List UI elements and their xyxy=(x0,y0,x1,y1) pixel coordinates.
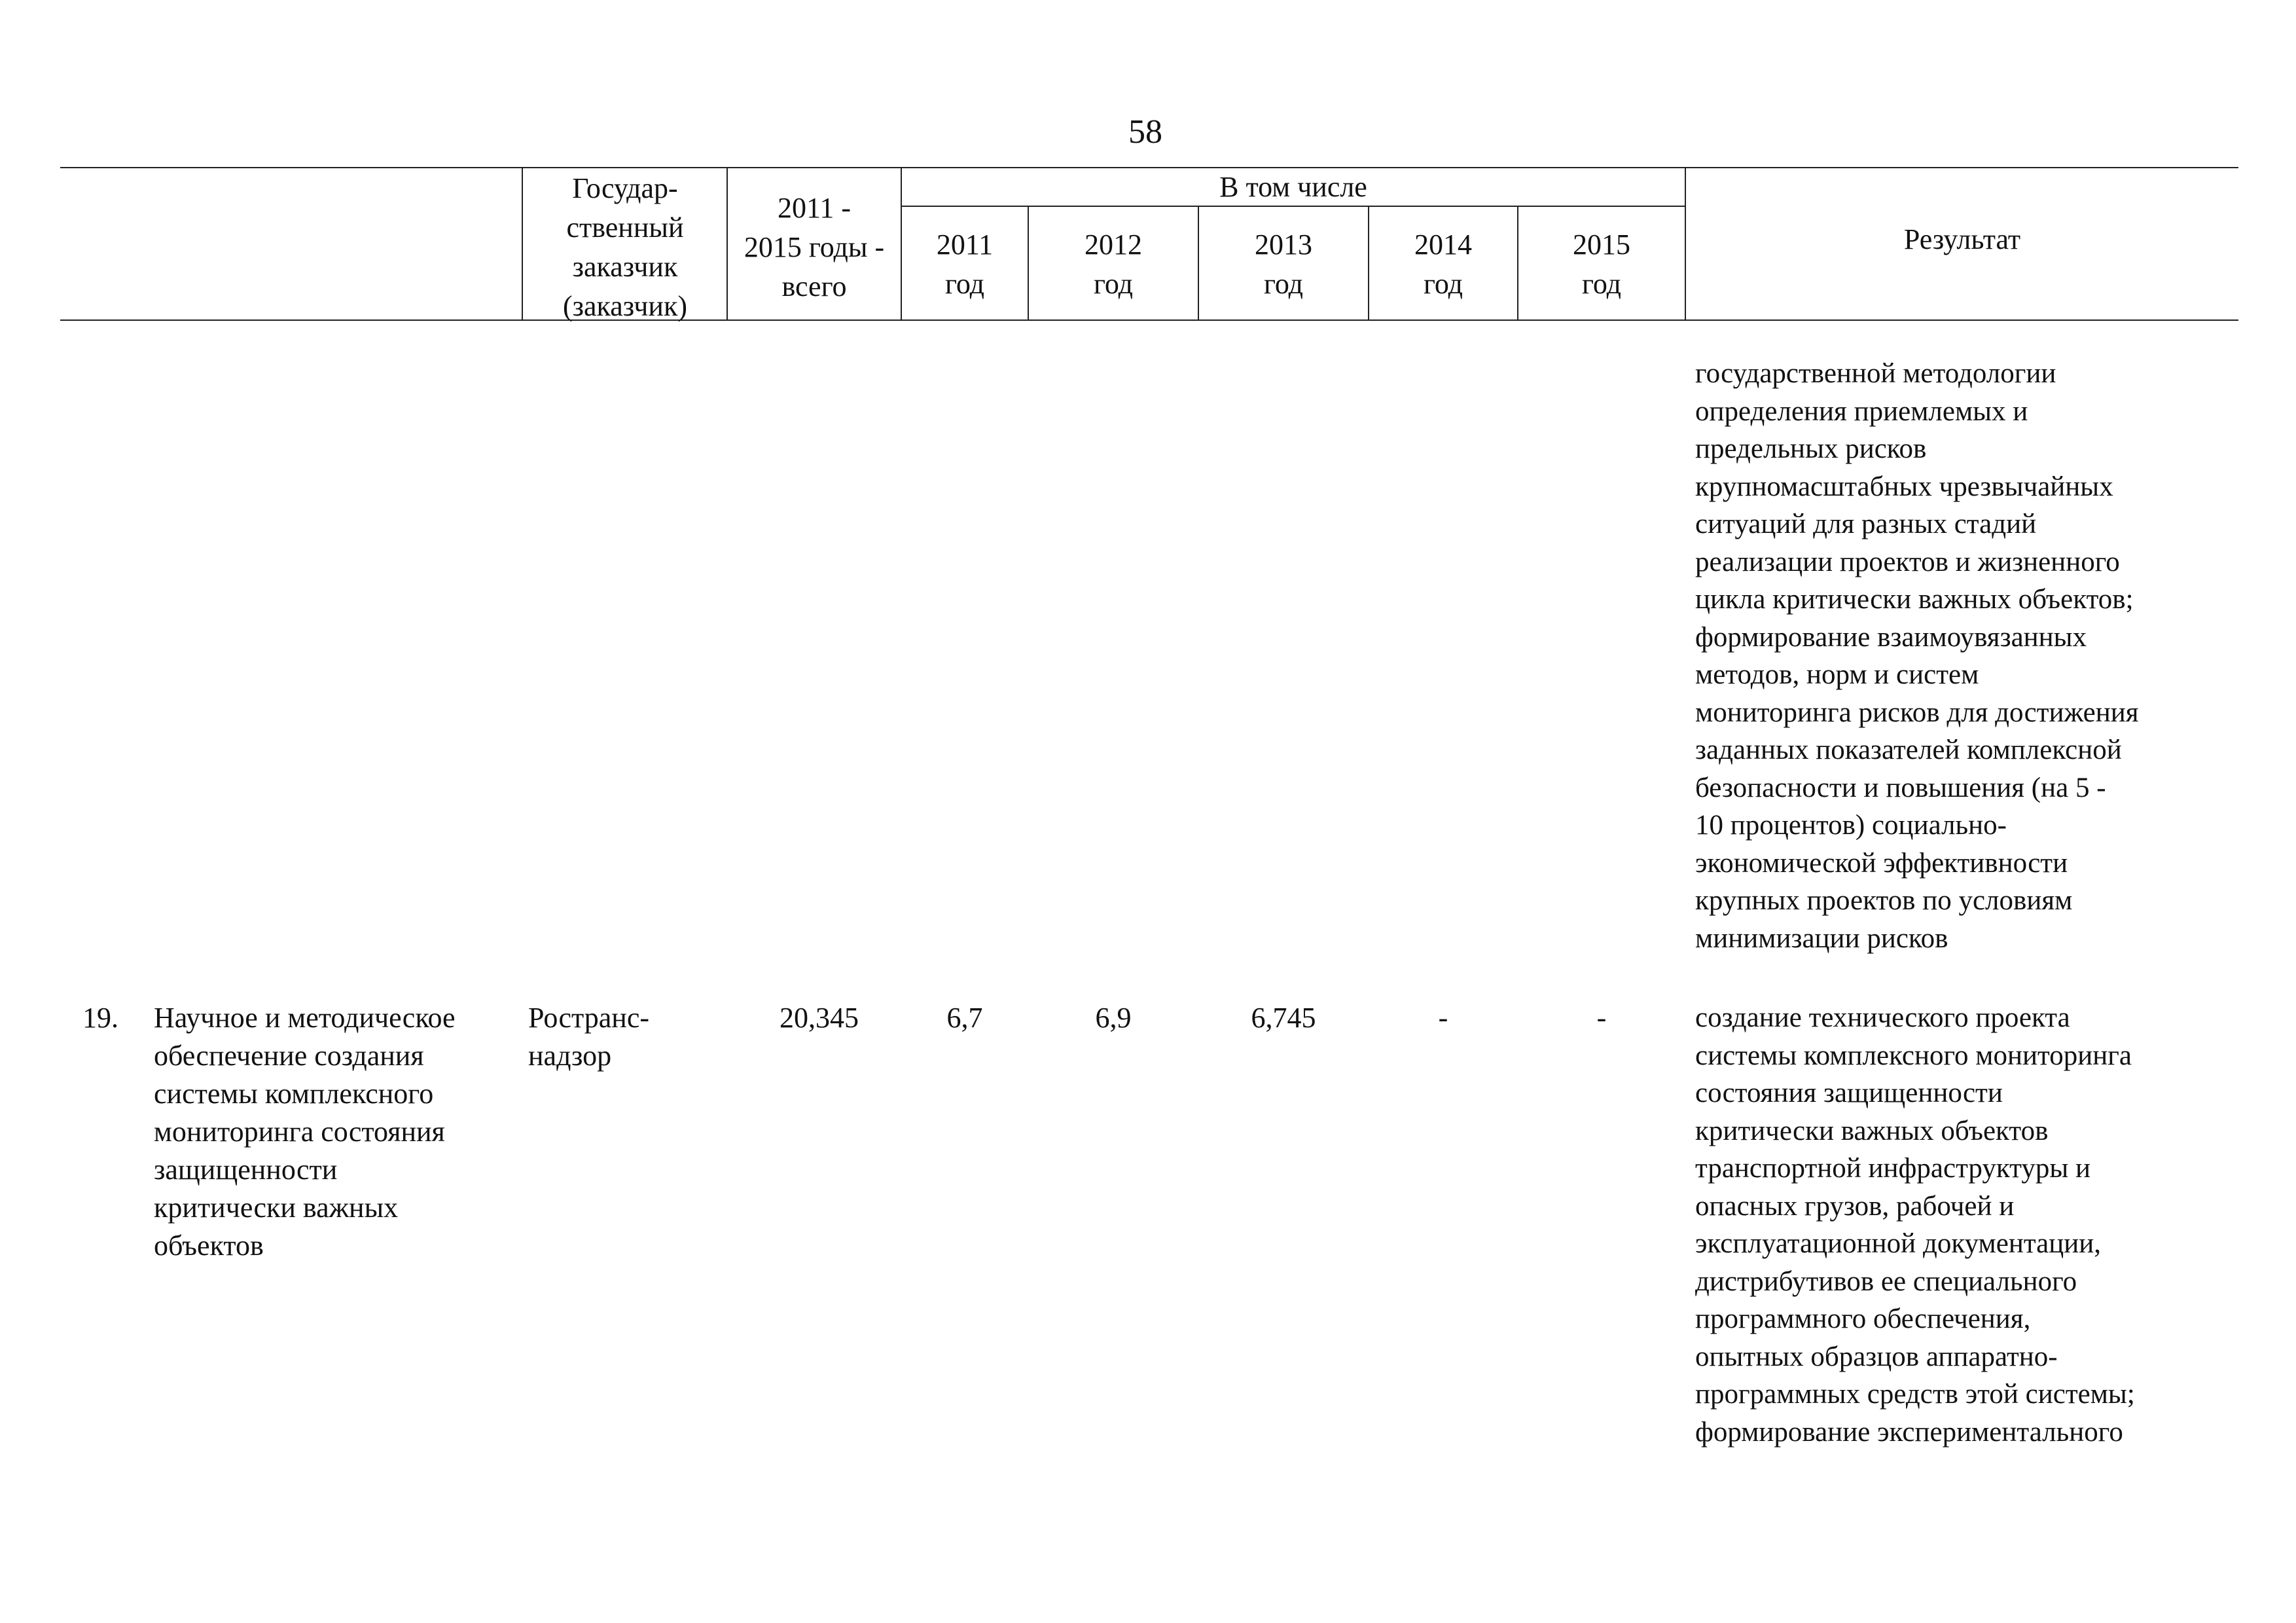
header-including: В том числе xyxy=(1219,171,1367,203)
row-total: 20,345 xyxy=(780,1002,859,1034)
header-year-2014 xyxy=(1369,225,1517,304)
row-2011: 6,7 xyxy=(946,1002,983,1034)
col-divider xyxy=(522,167,523,321)
header-customer: Государ- ственный заказчик (заказчик) xyxy=(562,172,687,322)
year-label: 2012 xyxy=(1085,228,1142,261)
header-total: 2011 - 2015 годы - всего xyxy=(744,192,885,302)
year-unit: год xyxy=(944,268,985,300)
year-label: 2013 xyxy=(1255,228,1312,261)
header-year-2011 xyxy=(902,225,1028,304)
continued-result-text: государственной методологии определения приемлемых и предельных рисков крупномасштабных чрезвычайных ситуаций для разных стадий реализации проектов и жизненного цикла критически важных объектов; формирование взаимоувязанных методов, норм и систем мониторинга рисков для достижения заданных показателей комплексной безопасности и повышения (на 5 - 10 процентов) социально- экономической эффективности крупных проектов по условиям минимизации рисков xyxy=(1695,358,2139,954)
row-result: создание технического проекта системы комплексного мониторинга состояния защищенности критически важных объектов транспортной инфраструктуры и опасных грузов, рабочей и эксплуатационной документации, дистрибутивов ее специального программного обеспечения, опытных образцов аппаратно- программных средств этой системы; формирование экспериментального xyxy=(1695,1002,2135,1448)
year-unit: год xyxy=(1423,268,1463,300)
header-result: Результат xyxy=(1903,223,2021,255)
year-label: 2015 xyxy=(1573,228,1630,261)
year-label: 2014 xyxy=(1414,228,1472,261)
header-year-2015 xyxy=(1518,225,1685,304)
row-2013: 6,745 xyxy=(1251,1002,1316,1034)
row-name: Научное и методическое обеспечение создания системы комплексного мониторинга состояния защищенности критически важных объектов xyxy=(154,1002,456,1262)
year-unit: год xyxy=(1263,268,1304,300)
row-2012: 6,9 xyxy=(1095,1002,1132,1034)
header-year-2013 xyxy=(1199,225,1368,304)
year-unit: год xyxy=(1093,268,1134,300)
row-number: 19. xyxy=(82,1002,118,1034)
header-year-2012 xyxy=(1029,225,1198,304)
year-label: 2011 xyxy=(936,228,994,261)
year-unit: год xyxy=(1581,268,1622,300)
table-header-bottom-border xyxy=(60,319,2238,321)
page-number: 58 xyxy=(1128,113,1162,151)
row-2014: - xyxy=(1438,1002,1448,1034)
row-customer: Ространс- надзор xyxy=(528,1002,650,1072)
row-2015: - xyxy=(1596,1002,1607,1034)
